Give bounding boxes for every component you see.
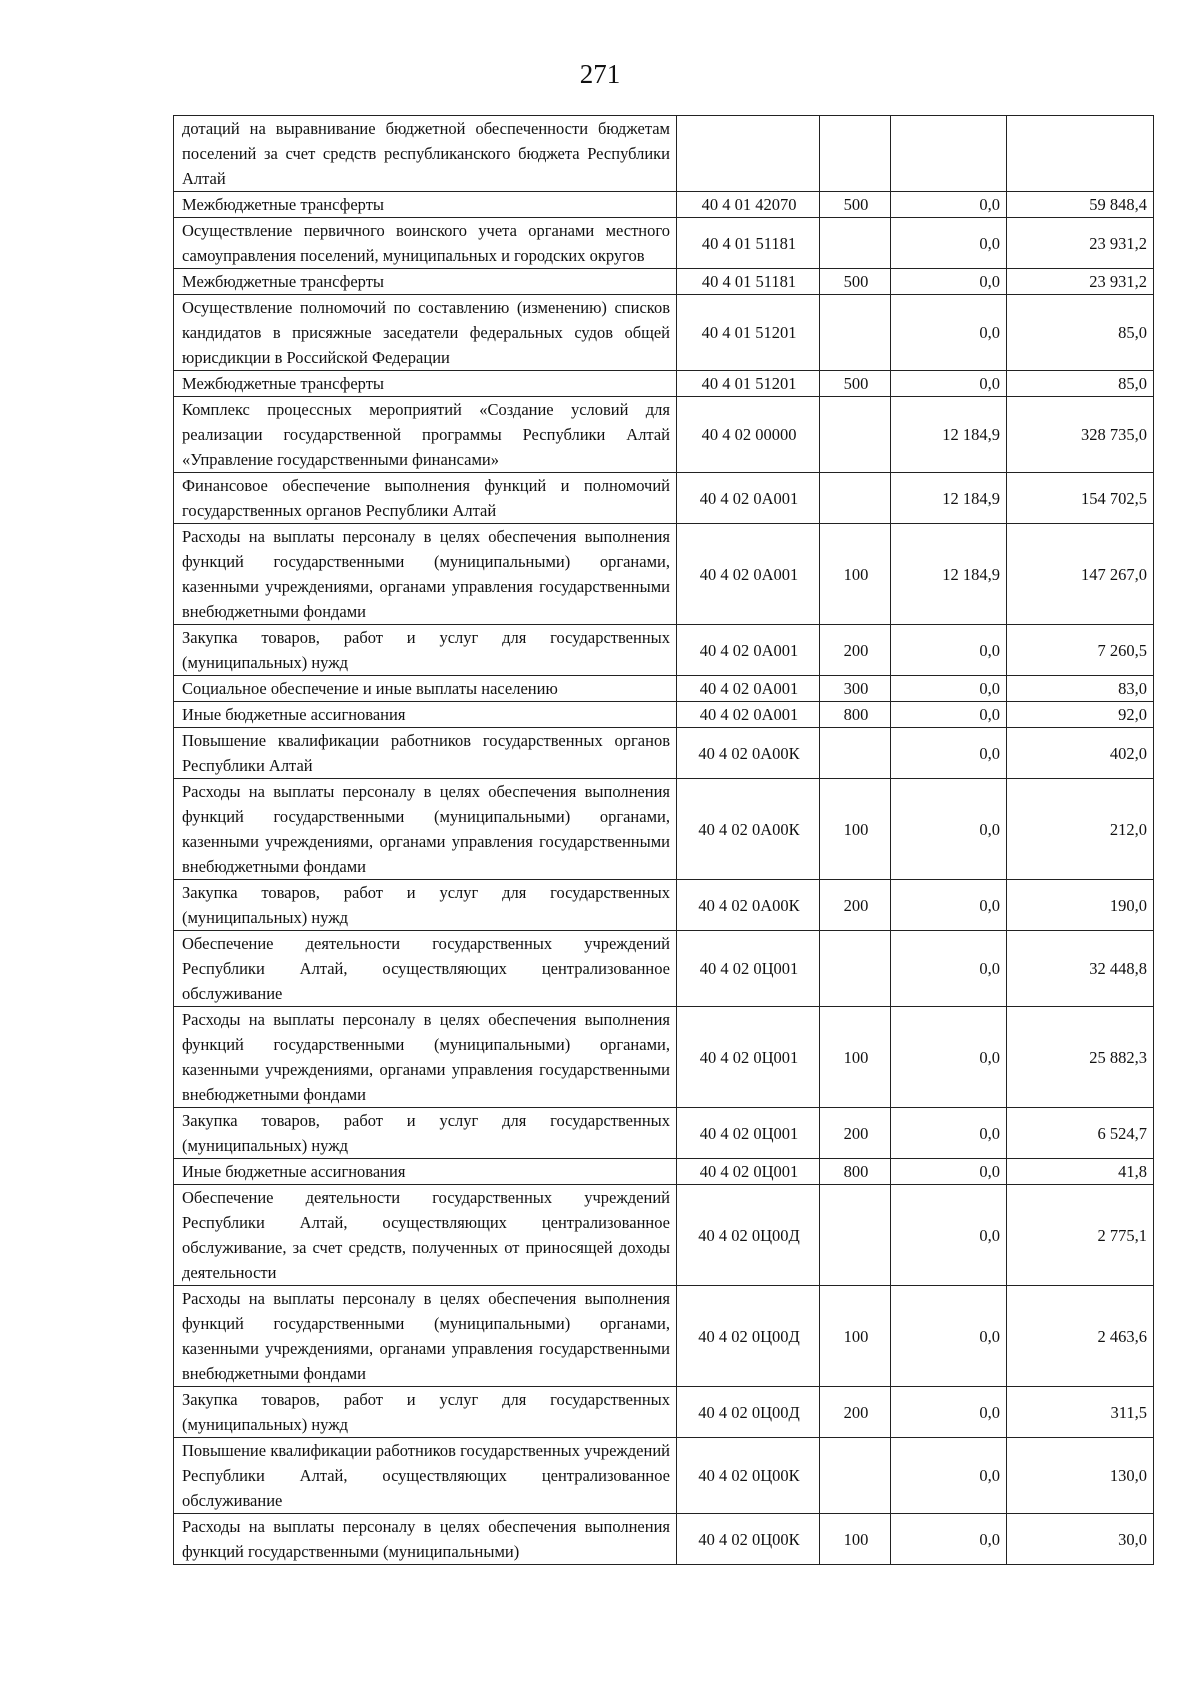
table-row — [174, 1514, 1154, 1565]
amount-1-cell: 0,0 — [891, 269, 1007, 295]
expense-name-cell: Межбюджетные трансферты — [174, 371, 677, 397]
table-row — [174, 625, 1154, 676]
table-row — [174, 702, 1154, 728]
expense-name-cell: Расходы на выплаты персоналу в целях обеспечения выполнения функций государственными (муниципальными) органами, казенными учреждениями, органами управления государственными внебюджетными фондами — [174, 1286, 677, 1387]
amount-2-cell: 23 931,2 — [1007, 269, 1154, 295]
target-article-code-cell: 40 4 02 0Ц00К — [677, 1438, 820, 1514]
amount-1-cell: 0,0 — [891, 1007, 1007, 1108]
amount-1-cell: 0,0 — [891, 931, 1007, 1007]
expense-name-cell: Обеспечение деятельности государственных учреждений Республики Алтай, осуществляющих централизованное обслуживание, за счет средств, полученных от приносящей доходы деятельности — [174, 1185, 677, 1286]
expense-name-cell: Закупка товаров, работ и услуг для государственных (муниципальных) нужд — [174, 1108, 677, 1159]
table-row — [174, 1007, 1154, 1108]
expense-name-cell: Закупка товаров, работ и услуг для государственных (муниципальных) нужд — [174, 1387, 677, 1438]
amount-2-cell: 328 735,0 — [1007, 397, 1154, 473]
target-article-code-cell: 40 4 02 0А001 — [677, 473, 820, 524]
table-row — [174, 1185, 1154, 1286]
target-article-code-cell: 40 4 02 0А001 — [677, 524, 820, 625]
target-article-code-cell: 40 4 02 0А001 — [677, 625, 820, 676]
amount-2-cell: 41,8 — [1007, 1159, 1154, 1185]
target-article-code-cell: 40 4 02 0А001 — [677, 702, 820, 728]
amount-1-cell: 12 184,9 — [891, 473, 1007, 524]
expense-name-cell: Закупка товаров, работ и услуг для государственных (муниципальных) нужд — [174, 625, 677, 676]
expense-name-cell: Межбюджетные трансферты — [174, 269, 677, 295]
budget-table — [173, 115, 1154, 1565]
target-article-code-cell: 40 4 02 0Ц001 — [677, 1159, 820, 1185]
table-row — [174, 397, 1154, 473]
amount-1-cell: 0,0 — [891, 1438, 1007, 1514]
table-row — [174, 295, 1154, 371]
table-row — [174, 676, 1154, 702]
table-row — [174, 1438, 1154, 1514]
target-article-code-cell: 40 4 02 0Ц00Д — [677, 1387, 820, 1438]
expense-type-cell: 100 — [820, 1007, 891, 1108]
amount-1-cell: 0,0 — [891, 1185, 1007, 1286]
table-row — [174, 1159, 1154, 1185]
expense-name-cell: Расходы на выплаты персоналу в целях обеспечения выполнения функций государственными (муниципальными) — [174, 1514, 677, 1565]
table-row — [174, 371, 1154, 397]
amount-1-cell: 0,0 — [891, 1286, 1007, 1387]
expense-name-cell: Межбюджетные трансферты — [174, 192, 677, 218]
target-article-code-cell: 40 4 01 51201 — [677, 371, 820, 397]
expense-type-cell: 200 — [820, 1387, 891, 1438]
expense-type-cell — [820, 295, 891, 371]
expense-type-cell: 100 — [820, 1514, 891, 1565]
expense-type-cell: 200 — [820, 880, 891, 931]
amount-2-cell: 311,5 — [1007, 1387, 1154, 1438]
target-article-code-cell: 40 4 02 0А001 — [677, 676, 820, 702]
expense-type-cell — [820, 473, 891, 524]
amount-2-cell: 2 775,1 — [1007, 1185, 1154, 1286]
target-article-code-cell: 40 4 02 0Ц00Д — [677, 1286, 820, 1387]
amount-1-cell: 0,0 — [891, 1387, 1007, 1438]
amount-2-cell: 154 702,5 — [1007, 473, 1154, 524]
target-article-code-cell: 40 4 02 0Ц001 — [677, 1007, 820, 1108]
target-article-code-cell: 40 4 02 0А00К — [677, 779, 820, 880]
table-row — [174, 269, 1154, 295]
amount-2-cell: 147 267,0 — [1007, 524, 1154, 625]
table-row — [174, 880, 1154, 931]
table-row — [174, 218, 1154, 269]
expense-name-cell: Обеспечение деятельности государственных учреждений Республики Алтай, осуществляющих централизованное обслуживание — [174, 931, 677, 1007]
expense-name-cell: Расходы на выплаты персоналу в целях обеспечения выполнения функций государственными (муниципальными) органами, казенными учреждениями, органами управления государственными внебюджетными фондами — [174, 1007, 677, 1108]
expense-type-cell — [820, 1438, 891, 1514]
amount-2-cell: 190,0 — [1007, 880, 1154, 931]
expense-type-cell — [820, 931, 891, 1007]
expense-type-cell — [820, 397, 891, 473]
expense-name-cell: Социальное обеспечение и иные выплаты населению — [174, 676, 677, 702]
expense-name-cell: Осуществление полномочий по составлению (изменению) списков кандидатов в присяжные заседатели федеральных судов общей юрисдикции в Российской Федерации — [174, 295, 677, 371]
table-row — [174, 192, 1154, 218]
target-article-code-cell: 40 4 02 00000 — [677, 397, 820, 473]
amount-2-cell: 83,0 — [1007, 676, 1154, 702]
expense-type-cell: 800 — [820, 1159, 891, 1185]
table-row — [174, 524, 1154, 625]
amount-2-cell: 2 463,6 — [1007, 1286, 1154, 1387]
amount-2-cell: 59 848,4 — [1007, 192, 1154, 218]
amount-1-cell: 0,0 — [891, 1159, 1007, 1185]
amount-1-cell: 0,0 — [891, 676, 1007, 702]
table-row — [174, 1286, 1154, 1387]
target-article-code-cell: 40 4 02 0А00К — [677, 880, 820, 931]
amount-2-cell: 30,0 — [1007, 1514, 1154, 1565]
target-article-code-cell — [677, 116, 820, 192]
expense-name-cell: Осуществление первичного воинского учета органами местного самоуправления поселений, муниципальных и городских округов — [174, 218, 677, 269]
expense-type-cell: 200 — [820, 1108, 891, 1159]
amount-2-cell: 85,0 — [1007, 295, 1154, 371]
table-row — [174, 473, 1154, 524]
amount-1-cell: 12 184,9 — [891, 397, 1007, 473]
amount-1-cell: 0,0 — [891, 880, 1007, 931]
amount-1-cell: 0,0 — [891, 1108, 1007, 1159]
expense-type-cell — [820, 116, 891, 192]
expense-type-cell: 100 — [820, 1286, 891, 1387]
table-row — [174, 1387, 1154, 1438]
amount-1-cell: 0,0 — [891, 192, 1007, 218]
amount-2-cell: 23 931,2 — [1007, 218, 1154, 269]
expense-name-cell: Иные бюджетные ассигнования — [174, 1159, 677, 1185]
expense-name-cell: Финансовое обеспечение выполнения функций и полномочий государственных органов Республики Алтай — [174, 473, 677, 524]
expense-type-cell — [820, 1185, 891, 1286]
amount-2-cell: 402,0 — [1007, 728, 1154, 779]
amount-1-cell: 0,0 — [891, 779, 1007, 880]
amount-2-cell: 92,0 — [1007, 702, 1154, 728]
amount-1-cell — [891, 116, 1007, 192]
target-article-code-cell: 40 4 01 51201 — [677, 295, 820, 371]
amount-1-cell: 0,0 — [891, 1514, 1007, 1565]
table-row — [174, 1108, 1154, 1159]
target-article-code-cell: 40 4 01 42070 — [677, 192, 820, 218]
expense-name-cell: Закупка товаров, работ и услуг для государственных (муниципальных) нужд — [174, 880, 677, 931]
target-article-code-cell: 40 4 02 0Ц001 — [677, 931, 820, 1007]
page-number: 271 — [579, 59, 621, 89]
expense-type-cell — [820, 218, 891, 269]
expense-type-cell — [820, 728, 891, 779]
target-article-code-cell: 40 4 02 0Ц00К — [677, 1514, 820, 1565]
budget-table-body — [174, 116, 1154, 1565]
target-article-code-cell: 40 4 02 0Ц00Д — [677, 1185, 820, 1286]
amount-1-cell: 0,0 — [891, 728, 1007, 779]
expense-name-cell: Повышение квалификации работников государственных органов Республики Алтай — [174, 728, 677, 779]
amount-1-cell: 12 184,9 — [891, 524, 1007, 625]
amount-2-cell: 6 524,7 — [1007, 1108, 1154, 1159]
expense-type-cell: 200 — [820, 625, 891, 676]
expense-name-cell: Иные бюджетные ассигнования — [174, 702, 677, 728]
amount-2-cell: 7 260,5 — [1007, 625, 1154, 676]
table-row — [174, 779, 1154, 880]
table-row — [174, 116, 1154, 192]
target-article-code-cell: 40 4 02 0Ц001 — [677, 1108, 820, 1159]
amount-2-cell: 32 448,8 — [1007, 931, 1154, 1007]
amount-2-cell: 25 882,3 — [1007, 1007, 1154, 1108]
amount-2-cell: 212,0 — [1007, 779, 1154, 880]
target-article-code-cell: 40 4 02 0А00К — [677, 728, 820, 779]
expense-type-cell: 100 — [820, 779, 891, 880]
amount-1-cell: 0,0 — [891, 702, 1007, 728]
expense-name-cell: Расходы на выплаты персоналу в целях обеспечения выполнения функций государственными (муниципальными) органами, казенными учреждениями, органами управления государственными внебюджетными фондами — [174, 524, 677, 625]
amount-1-cell: 0,0 — [891, 625, 1007, 676]
amount-1-cell: 0,0 — [891, 218, 1007, 269]
table-row — [174, 931, 1154, 1007]
expense-type-cell: 300 — [820, 676, 891, 702]
expense-type-cell: 100 — [820, 524, 891, 625]
expense-type-cell: 500 — [820, 371, 891, 397]
target-article-code-cell: 40 4 01 51181 — [677, 269, 820, 295]
amount-2-cell: 130,0 — [1007, 1438, 1154, 1514]
amount-2-cell: 85,0 — [1007, 371, 1154, 397]
expense-name-cell: Комплекс процессных мероприятий «Создание условий для реализации государственной программы Республики Алтай «Управление государственными финансами» — [174, 397, 677, 473]
expense-type-cell: 500 — [820, 269, 891, 295]
amount-2-cell — [1007, 116, 1154, 192]
target-article-code-cell: 40 4 01 51181 — [677, 218, 820, 269]
expense-type-cell: 500 — [820, 192, 891, 218]
expense-name-cell: Повышение квалификации работников государственных учреждений Республики Алтай, осуществляющих централизованное обслуживание — [174, 1438, 677, 1514]
amount-1-cell: 0,0 — [891, 371, 1007, 397]
expense-type-cell: 800 — [820, 702, 891, 728]
amount-1-cell: 0,0 — [891, 295, 1007, 371]
expense-name-cell: Расходы на выплаты персоналу в целях обеспечения выполнения функций государственными (муниципальными) органами, казенными учреждениями, органами управления государственными внебюджетными фондами — [174, 779, 677, 880]
table-row — [174, 728, 1154, 779]
expense-name-cell: дотаций на выравнивание бюджетной обеспеченности бюджетам поселений за счет средств республиканского бюджета Республики Алтай — [174, 116, 677, 192]
